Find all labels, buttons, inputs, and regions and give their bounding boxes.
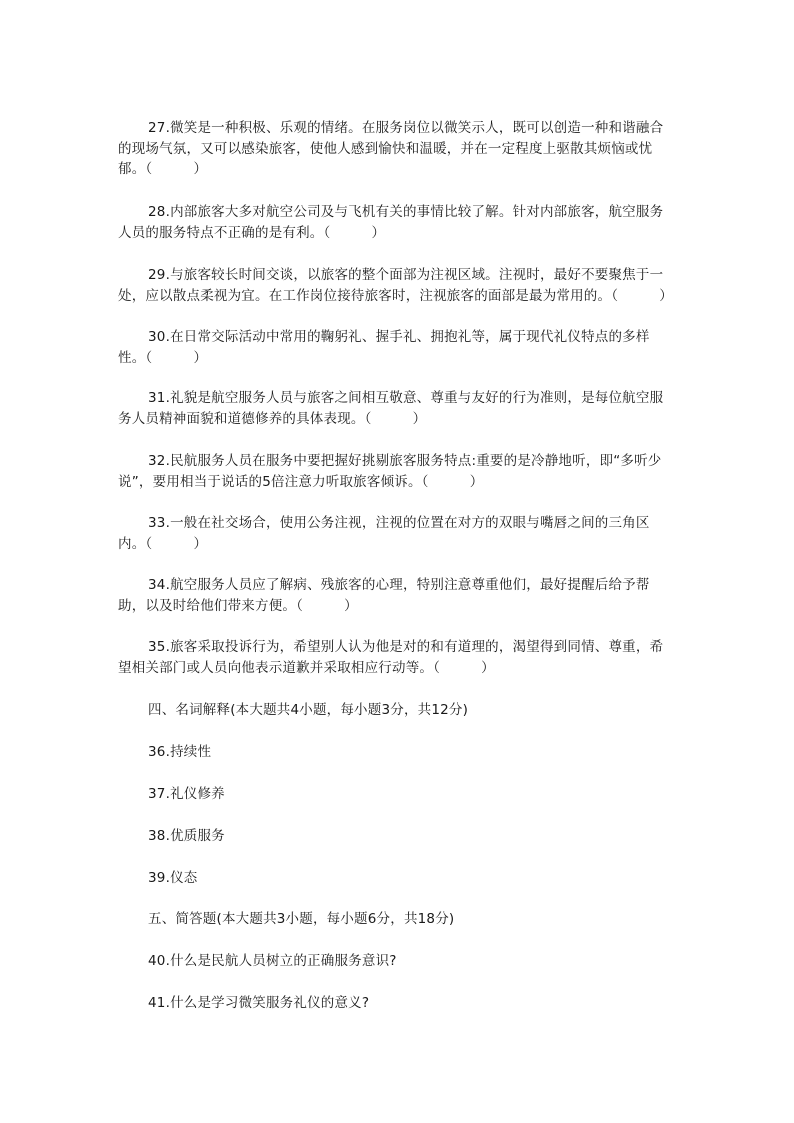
glossary-item-37: 37.礼仪修养 [148,786,225,802]
question-30: 30.在日常交际活动中常用的鞠躬礼、握手礼、拥抱礼等，属于现代礼仪特点的多样性。（ ） [118,329,650,366]
question-27: 27.微笑是一种积极、乐观的情绪。在服务岗位以微笑示人，既可以创造一种和谐融合的现场气氛，又可以感染旅客，使他人感到愉快和温暖，并在一定程度上驱散其烦恼或忧郁。（ ） [118,120,664,177]
question-29: 29.与旅客较长时间交谈，以旅客的整个面部为注视区域。注视时，最好不要聚焦于一处，应以散点柔视为宜。在工作岗位接待旅客时，注视旅客的面部是最为常用的。（ ） [118,267,673,304]
question-28: 28.内部旅客大多对航空公司及与飞机有关的事情比较了解。针对内部旅客，航空服务人员的服务特点不正确的是有利。（ ） [118,204,664,241]
question-35: 35.旅客采取投诉行为，希望别人认为他是对的和有道理的，渴望得到同情、尊重，希望相关部门或人员向他表示道歉并采取相应行动等。（ ） [118,639,664,676]
glossary-item-39: 39.仪态 [148,870,198,886]
section-heading-short-answer: 五、简答题(本大题共3小题，每小题6分，共18分) [148,911,455,927]
glossary-item-36: 36.持续性 [148,744,212,760]
short-answer-item-40: 40.什么是民航人员树立的正确服务意识? [148,953,397,969]
section-heading-glossary: 四、名词解释(本大题共4小题，每小题3分，共12分) [148,702,469,718]
question-32: 32.民航服务人员在服务中要把握好挑剔旅客服务特点:重要的是冷静地听，即“多听少说”，要用相当于说话的5倍注意力听取旅客倾诉。（ ） [118,453,662,490]
glossary-item-38: 38.优质服务 [148,828,225,844]
question-31: 31.礼貌是航空服务人员与旅客之间相互敬意、尊重与友好的行为准则，是每位航空服务人员精神面貌和道德修养的具体表现。（ ） [118,390,664,427]
question-33: 33.一般在社交场合，使用公务注视，注视的位置在对方的双眼与嘴唇之间的三角区内。（ ） [118,515,650,552]
short-answer-item-41: 41.什么是学习微笑服务礼仪的意义? [148,995,370,1011]
question-34: 34.航空服务人员应了解病、残旅客的心理，特别注意尊重他们，最好提醒后给予帮助，以及时给他们带来方便。（ ） [118,577,650,614]
